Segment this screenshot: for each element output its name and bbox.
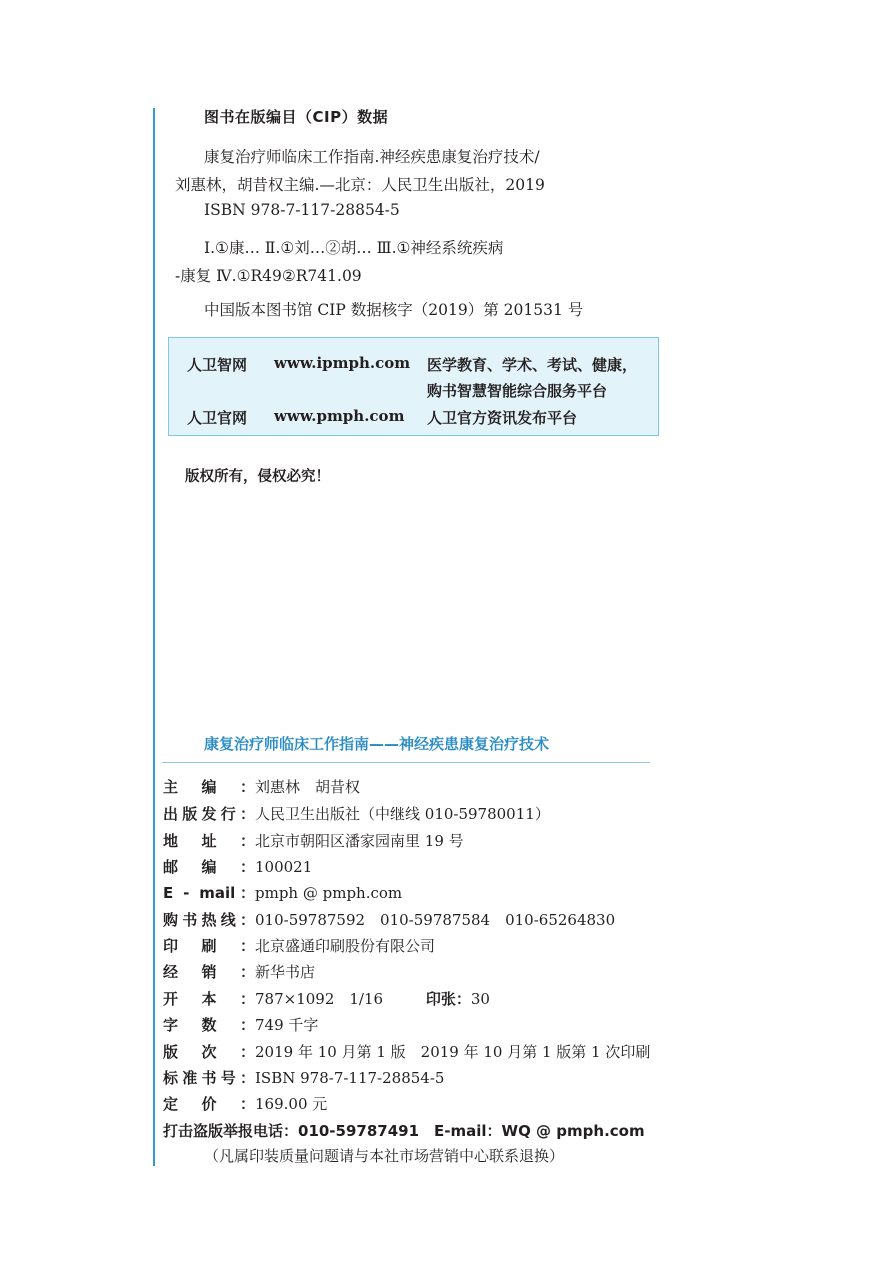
info-row-edition: [163, 1041, 650, 1063]
info-row-price: [163, 1093, 327, 1115]
sheets-value: 30: [470, 990, 490, 1008]
info-value: 新华书店: [255, 963, 316, 981]
info-label: 购书热线：: [163, 911, 255, 929]
return-note: （凡属印装质量问题请与本社市场营销中心联系退换）: [204, 1147, 565, 1165]
cip-line-4: Ⅰ.①康… Ⅱ.①刘…②胡… Ⅲ.①神经系统疾病: [204, 239, 504, 257]
info-label: 开本：: [163, 990, 255, 1008]
info-row-printer: [163, 935, 435, 957]
info-row-hotline: [163, 909, 615, 931]
info-value: 刘惠林 胡昔权: [255, 778, 361, 796]
info-value[interactable]: pmph @ pmph.com: [255, 884, 403, 902]
title-rule: [162, 762, 650, 763]
cip-title: 图书在版编目（CIP）数据: [204, 108, 389, 126]
info-value: ISBN 978-7-117-28854-5: [255, 1069, 445, 1087]
cip-line-1: 康复治疗师临床工作指南.神经疾患康复治疗技术/: [204, 148, 540, 166]
info-label: 标准书号：: [163, 1069, 255, 1087]
info-row-isbn: [163, 1067, 444, 1089]
info-value: 北京市朝阳区潘家园南里 19 号: [255, 832, 464, 850]
cip-line-6: 中国版本图书馆 CIP 数据核字（2019）第 201531 号: [204, 301, 584, 319]
cip-line-2: 刘惠林，胡昔权主编.—北京：人民卫生出版社，2019: [175, 176, 545, 194]
promo-desc-1a: 医学教育、学术、考试、健康，: [427, 356, 638, 374]
info-row-wordcount: [163, 1014, 318, 1036]
cip-line-5: -康复 Ⅳ.①R49②R741.09: [175, 267, 362, 285]
info-row-address: [163, 830, 464, 852]
info-label: 出版发行：: [163, 805, 255, 823]
cip-line-3: ISBN 978-7-117-28854-5: [204, 201, 400, 219]
promo-url-2[interactable]: www.pmph.com: [274, 407, 405, 425]
info-value: 2019 年 10 月第 1 版 2019 年 10 月第 1 版第 1 次印刷: [255, 1043, 651, 1061]
info-label: 字数：: [163, 1016, 255, 1034]
info-value: 北京盛通印刷股份有限公司: [255, 937, 436, 955]
info-row-publisher: [163, 803, 550, 825]
info-label: 地址：: [163, 832, 255, 850]
info-label: 定价：: [163, 1095, 255, 1113]
info-label: 主编：: [163, 778, 255, 796]
info-row-distributor: [163, 961, 315, 983]
info-label: 邮编：: [163, 858, 255, 876]
promo-desc-1b: 购书智慧智能综合服务平台: [427, 382, 608, 400]
info-value: 100021: [255, 858, 313, 876]
info-label: 印刷：: [163, 937, 255, 955]
info-label: 经销：: [163, 963, 255, 981]
info-label: 版次：: [163, 1043, 255, 1061]
info-value: 749 千字: [255, 1016, 319, 1034]
promo-name-2: 人卫官网: [187, 409, 248, 427]
sheets-label: 印张：: [425, 990, 471, 1008]
info-value: 人民卫生出版社（中继线 010-59780011）: [255, 805, 550, 823]
info-row-format: [163, 988, 490, 1010]
info-value: 010-59787592 010-59787584 010-65264830: [255, 911, 616, 929]
info-row-postcode: [163, 856, 312, 878]
promo-desc-2: 人卫官方资讯发布平台: [427, 409, 578, 427]
promo-box: [168, 337, 659, 436]
promo-url-1[interactable]: www.ipmph.com: [274, 354, 411, 372]
info-row-email: [163, 882, 402, 904]
copyright-notice: 版权所有，侵权必究！: [185, 469, 330, 485]
info-value: 787×1092 1/16: [255, 990, 384, 1008]
info-row-editor: [163, 776, 360, 798]
info-label: E - mail：: [163, 884, 255, 902]
margin-rule: [153, 108, 155, 1166]
piracy-hotline: 打击盗版举报电话：010-59787491 E-mail：WQ @ pmph.com: [163, 1122, 645, 1140]
promo-name-1: 人卫智网: [187, 356, 248, 374]
series-title: 康复治疗师临床工作指南——神经疾患康复治疗技术: [204, 735, 550, 753]
info-value: 169.00 元: [255, 1095, 328, 1113]
